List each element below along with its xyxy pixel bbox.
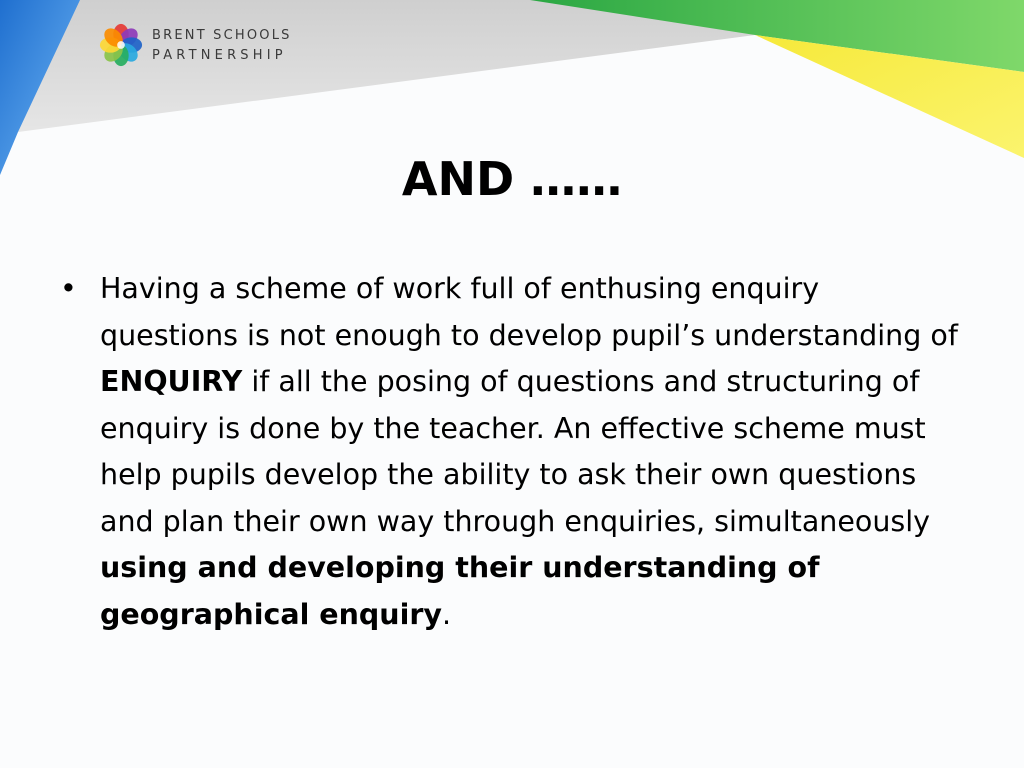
- flower-logo-icon: [98, 22, 144, 68]
- logo-line-1: BRENT SCHOOLS: [152, 28, 292, 43]
- paragraph-text-3: .: [442, 597, 452, 631]
- logo-line-2: PARTNERSHIP: [152, 48, 287, 63]
- logo-text: [152, 26, 292, 66]
- paragraph-text-2: if all the posing of questions and structuring of enquiry is done by the teacher. An effective scheme must help pupils develop the ability to ask their own questions and plan their own way through enquiries, simultaneously: [100, 365, 931, 538]
- paragraph-bold-enquiry: ENQUIRY: [100, 365, 243, 398]
- bullet-marker: •: [60, 272, 77, 305]
- paragraph-text-1: Having a scheme of work full of enthusing enquiry questions is not enough to develop pupil’s understanding of: [100, 272, 958, 352]
- gray-band: [0, 0, 755, 140]
- brent-schools-partnership-logo: [98, 22, 318, 70]
- paragraph-bold-conclusion: using and developing their understanding of geographical enquiry: [100, 551, 820, 631]
- slide-title: AND ……: [401, 152, 623, 206]
- bullet-paragraph: [100, 266, 960, 638]
- bullet-list: [60, 266, 960, 638]
